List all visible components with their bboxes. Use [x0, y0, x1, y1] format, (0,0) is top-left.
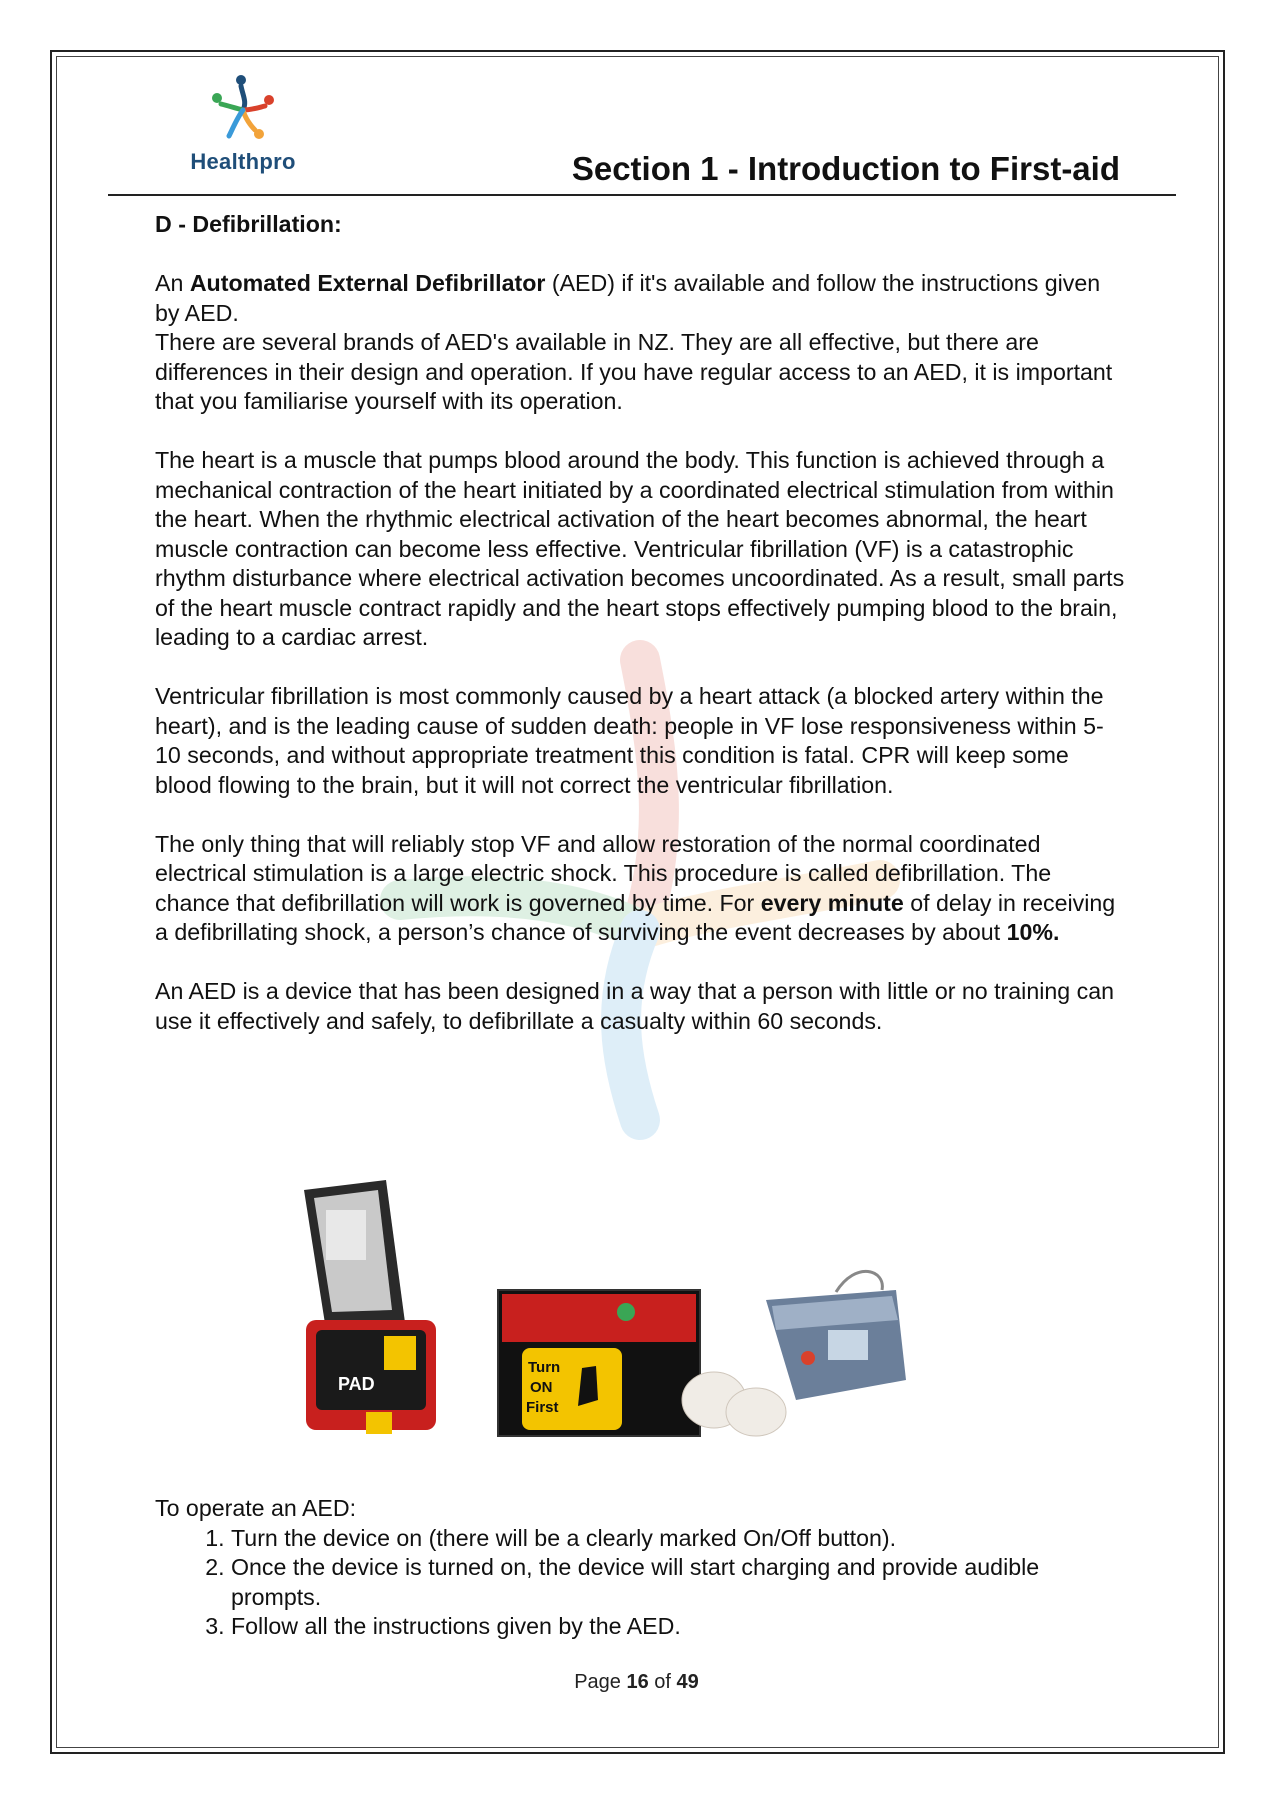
aed-pad-label: PAD	[338, 1374, 375, 1394]
aed-device-open-image	[304, 1180, 436, 1434]
operate-aed-section	[155, 1494, 1125, 1642]
p1-text-bold: Automated External Defibrillator	[189, 270, 546, 296]
turn-text: Turn	[528, 1359, 561, 1376]
section-title: Section 1 - Introduction to First-aid	[571, 150, 1120, 187]
section-heading: D - Defibrillation:	[155, 211, 342, 237]
p4-text-a: The only thing that will reliably stop VF and allow restoration of the normal coordinated electrical stimulation is a large electric shock. This procedure is called defibrillation. The chance that defibrillation will work is governed by time. For	[155, 830, 1052, 916]
logo-wordmark: Healthpro	[190, 149, 296, 174]
p1-text-pre: An	[155, 270, 190, 296]
p4-text-bold-percent: 10%.	[1006, 919, 1060, 945]
p4-text-bold-every-minute: every minute	[760, 889, 904, 916]
paragraph-aed-brands: There are several brands of AED's available in NZ. They are all effective, but there are differences in their design and operation. If you have regular access to an AED, it is important that you familiarise yourself with its operation.	[155, 329, 1113, 414]
p1-text-post: (AED) if it's available and follow the instructions given by AED.	[155, 270, 1101, 326]
footer-of-word: of	[654, 1671, 671, 1693]
aed-images	[296, 1180, 976, 1440]
on-text: ON	[530, 1379, 553, 1396]
operate-step: 2. Once the device is turned on, the device will start charging and provide audible prompts.	[231, 1553, 1125, 1612]
p4-text-b: of delay in receiving a defibrillating shock, a person’s chance of surviving the event decreases by about	[155, 889, 1116, 945]
paragraph-heart-function: The heart is a muscle that pumps blood around the body. This function is achieved through a mechanical contraction of the heart initiated by a coordinated electrical stimulation from within the heart. When the rhythmic electrical activation of the heart becomes abnormal, the heart muscle contraction can become less effective. Ventricular fibrillation (VF) is a catastrophic rhythm disturbance where electrical activation becomes uncoordinated. As a result, small parts of the heart muscle contract rapidly and the heart stops effectively pumping blood to the brain, leading to a cardiac arrest.	[155, 447, 1125, 650]
operate-step: 3. Follow all the instructions given by the AED.	[231, 1612, 1125, 1642]
paragraph-vf-causes: Ventricular fibrillation is most commonly caused by a heart attack (a blocked artery within the heart), and is the leading cause of sudden death: people in VF lose responsiveness within 5-10 seconds, and without appropriate treatment this condition is fatal. CPR will keep some blood flowing to the brain, but it will not correct the ventricular fibrillation.	[155, 683, 1104, 798]
paragraph-aed-intro	[155, 269, 1125, 328]
paragraph-defibrillation	[155, 830, 1125, 948]
footer-page-total: 49	[676, 1671, 699, 1693]
healthpro-logo	[183, 74, 303, 184]
operate-intro: To operate an AED:	[155, 1495, 357, 1521]
healthpro-logo-mark-icon	[203, 74, 283, 144]
aed-turn-on-closeup-image	[498, 1290, 700, 1436]
main-content	[155, 210, 1125, 1066]
aed-device-pads-image	[682, 1271, 906, 1436]
first-text: First	[526, 1399, 559, 1416]
footer-page-number: 16	[626, 1671, 649, 1693]
operate-steps-list	[155, 1524, 1125, 1642]
paragraph-aed-design: An AED is a device that has been designed in a way that a person with little or no training can use it effectively and safely, to defibrillate a casualty within 60 seconds.	[155, 978, 1114, 1034]
header-rule	[108, 194, 1176, 196]
page-footer	[0, 1671, 1273, 1694]
footer-page-word: Page	[574, 1671, 621, 1693]
operate-step: 1. Turn the device on (there will be a clearly marked On/Off button).	[231, 1524, 1125, 1554]
